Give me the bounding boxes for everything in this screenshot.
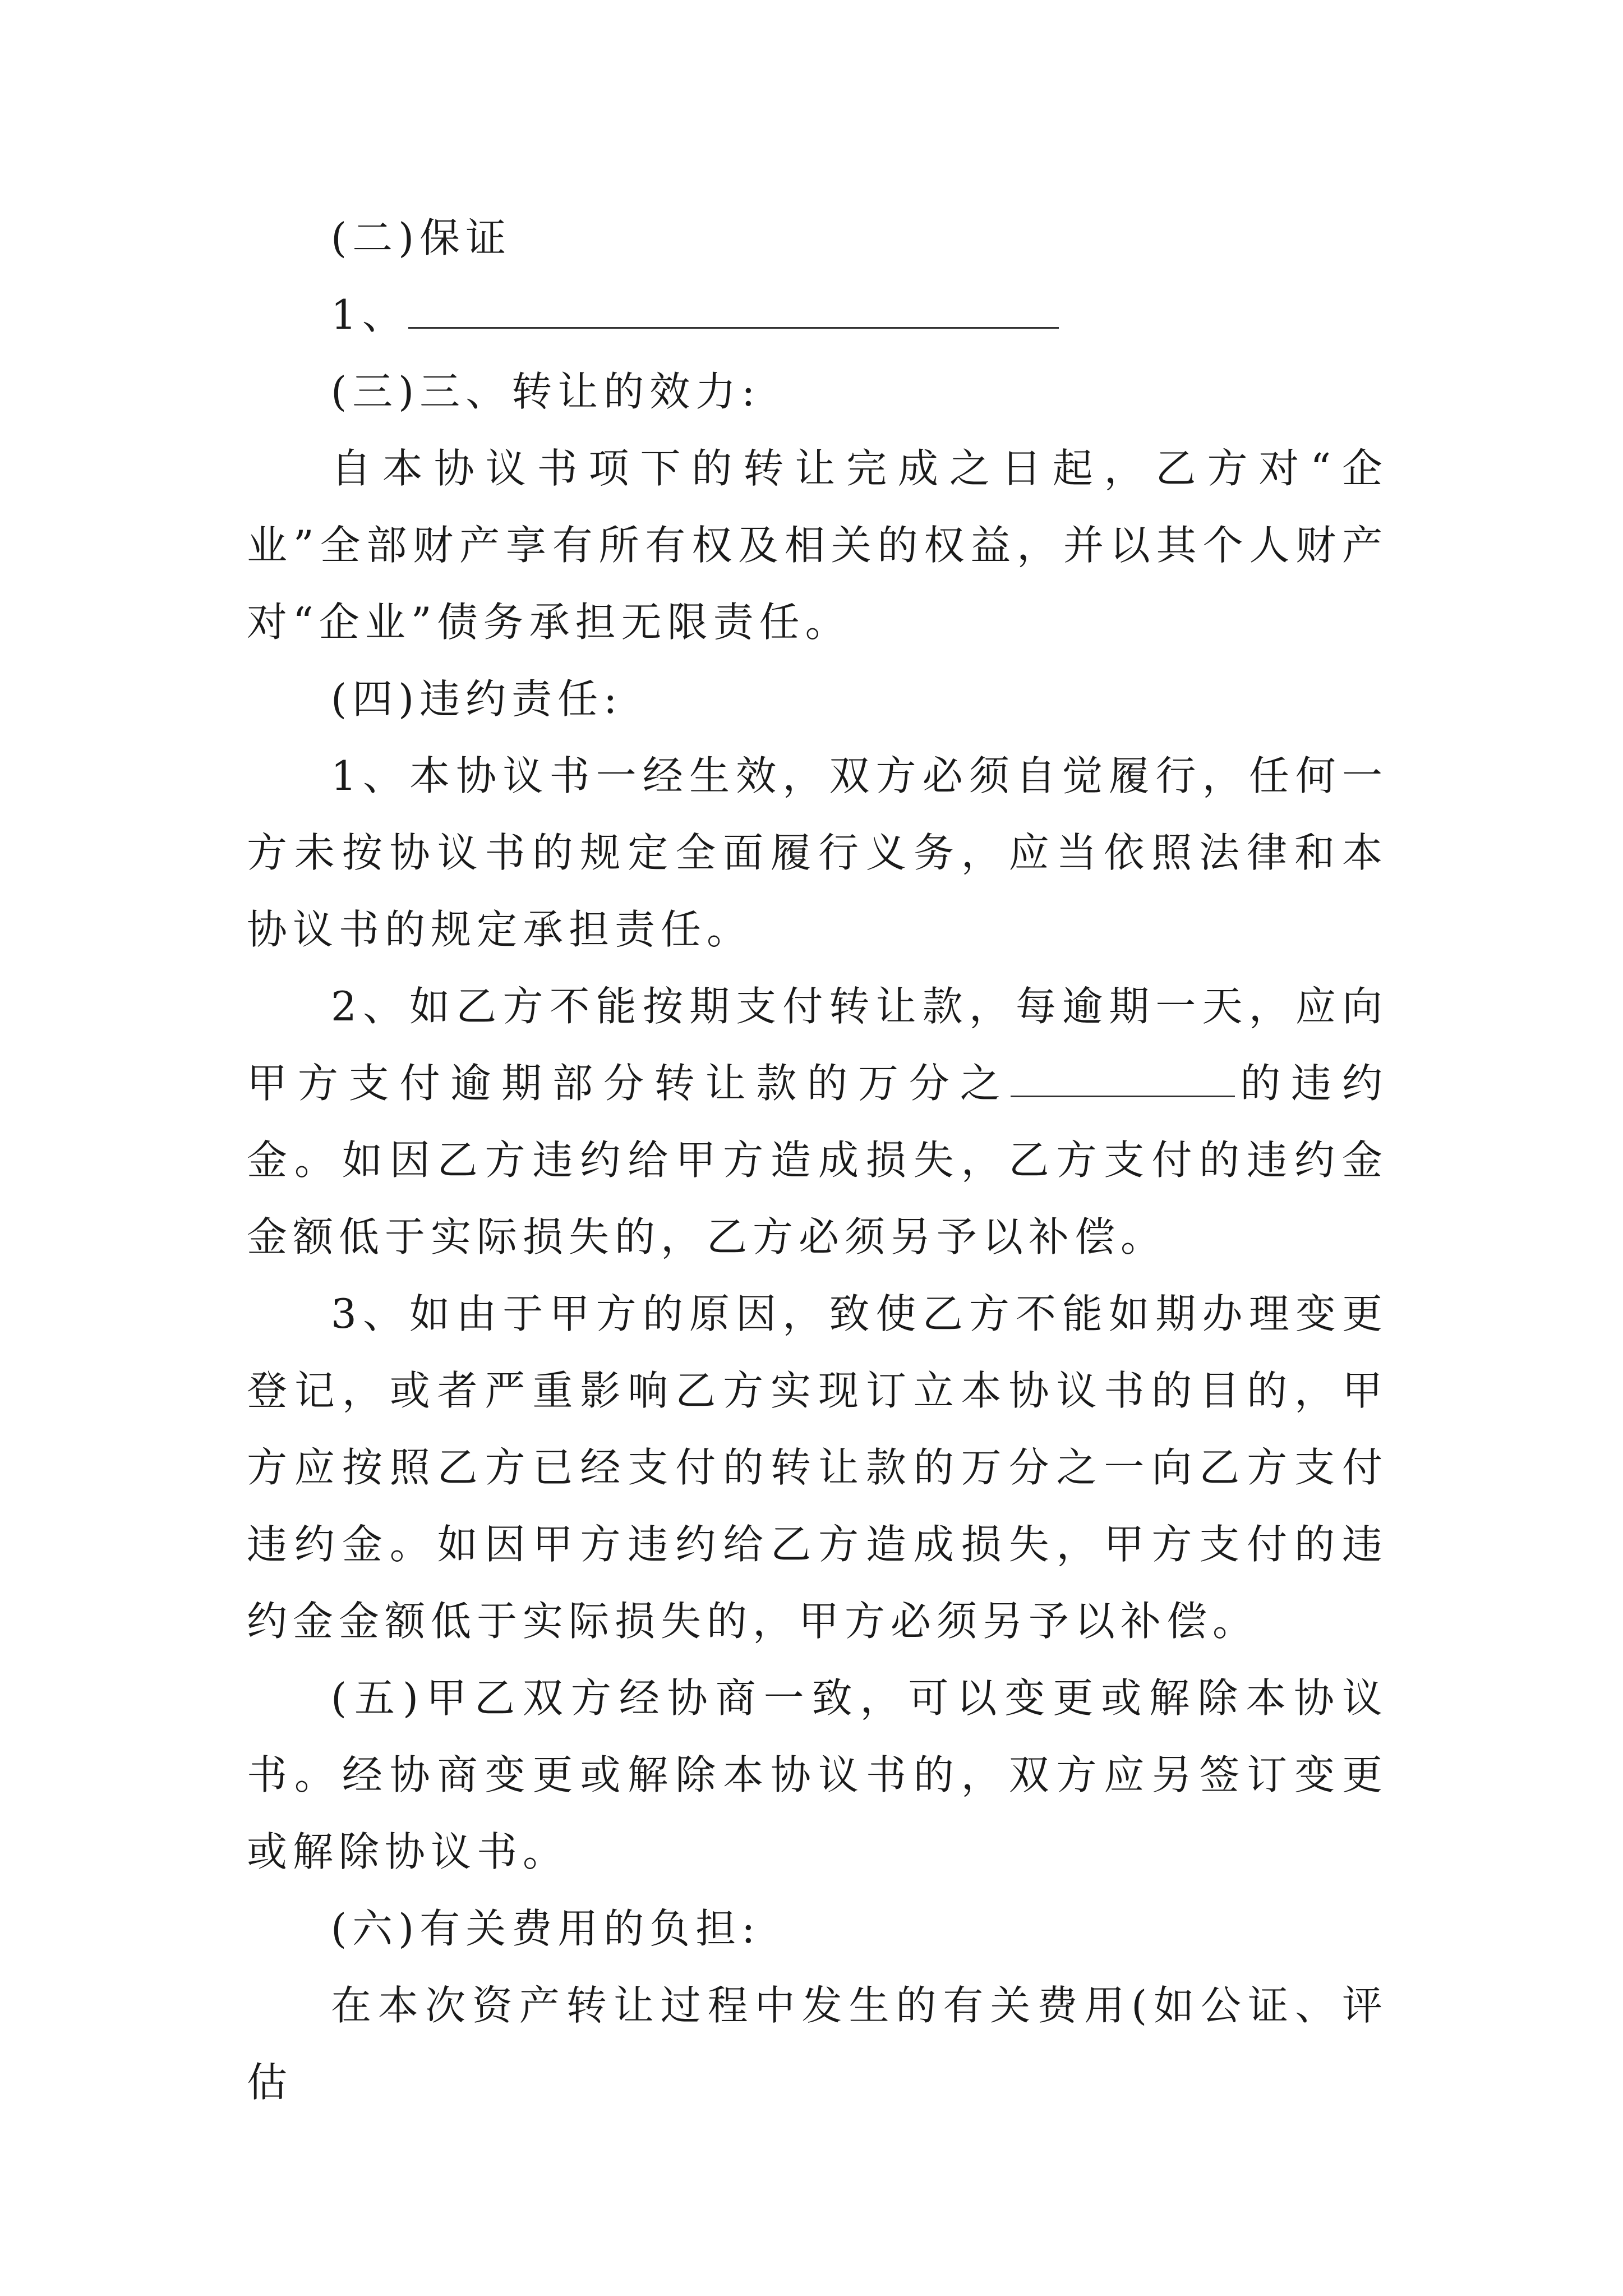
section-modification-paragraph: (五)甲乙双方经协商一致，可以变更或解除本协议书。经协商变更或解除本协议书的，双方应另签订变更或解除协议书。 bbox=[247, 1674, 1388, 1875]
transfer-effect-paragraph: 自本协议书项下的转让完成之日起，乙方对“企业”全部财产享有所有权及相关的权益，并以其个人财产对“企业”债务承担无限责任。 bbox=[247, 445, 1388, 646]
section-heading-liability: (四)违约责任: bbox=[331, 675, 623, 723]
clause-2-text-before: 2、如乙方不能按期支付转让款，每逾期一天，应向甲方支付逾期部分转让款的万分之 bbox=[247, 983, 1388, 1107]
section-heading-guarantee: (二)保证 bbox=[331, 214, 512, 261]
guarantee-item-1 bbox=[247, 277, 1388, 353]
section-heading-expenses: (六)有关费用的负担: bbox=[331, 1905, 761, 1952]
liability-clause-2 bbox=[247, 968, 1388, 1276]
document-body bbox=[247, 200, 1388, 2121]
liability-clause-3: 3、如由于甲方的原因，致使乙方不能如期办理变更登记，或者严重影响乙方实现订立本协议书的目的，甲方应按照乙方已经支付的转让款的万分之一向乙方支付违约金。如因甲方违约给乙方造成损失，甲方支付的违约金金额低于实际损失的，甲方必须另予以补偿。 bbox=[247, 1290, 1388, 1645]
section-heading-transfer-effect: (三)三、转让的效力: bbox=[331, 368, 761, 415]
item-number: 1、 bbox=[331, 291, 408, 338]
rate-fill-in-blank[interactable] bbox=[1011, 1060, 1235, 1097]
clause-2-text-after: 的违约金。如因乙方违约给甲方造成损失，乙方支付的违约金金额低于实际损失的，乙方必须另予以补偿。 bbox=[247, 1060, 1388, 1260]
expenses-paragraph: 在本次资产转让过程中发生的有关费用(如公证、评估 bbox=[247, 1982, 1388, 2106]
liability-clause-1: 1、本协议书一经生效，双方必须自觉履行，任何一方未按协议书的规定全面履行义务，应当依照法律和本协议书的规定承担责任。 bbox=[247, 752, 1388, 953]
fill-in-blank[interactable] bbox=[408, 291, 1059, 329]
